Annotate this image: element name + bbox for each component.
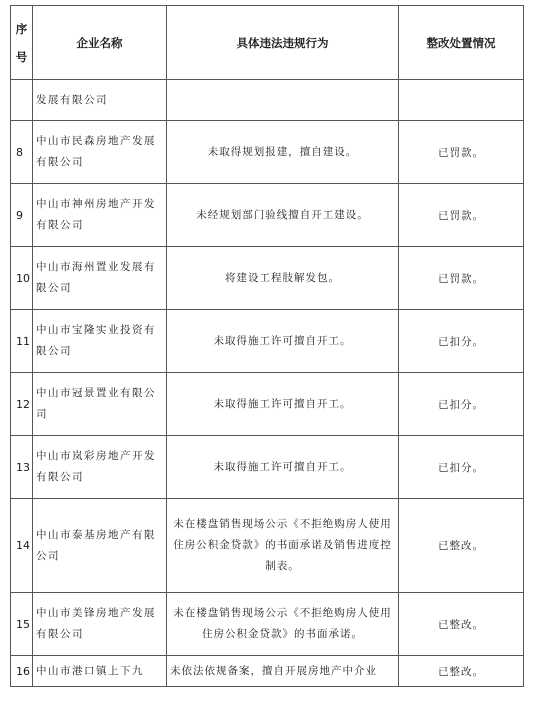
- company-name: 中山市海州置业发展有限公司: [33, 247, 167, 310]
- violation-text: 未取得规划报建，擅自建设。: [167, 121, 399, 184]
- row-number: 11: [11, 310, 33, 373]
- status-text: 已罚款。: [399, 184, 524, 247]
- header-seq: 序号: [11, 6, 33, 80]
- status-text: 已整改。: [399, 656, 524, 687]
- table-row: [11, 436, 524, 499]
- violation-text: 未经规划部门验线擅自开工建设。: [167, 184, 399, 247]
- violation-text: 未依法依规备案，擅自开展房地产中介业: [167, 656, 399, 687]
- status-text: 已罚款。: [399, 121, 524, 184]
- table-row: [11, 80, 524, 121]
- status-text: 已整改。: [399, 499, 524, 593]
- violation-text: 未取得施工许可擅自开工。: [167, 310, 399, 373]
- status-text: 已扣分。: [399, 436, 524, 499]
- violation-text: 未在楼盘销售现场公示《不拒绝购房人使用住房公积金贷款》的书面承诺及销售进度控制表。: [167, 499, 399, 593]
- violations-table-page: [10, 5, 523, 687]
- violation-text: 未取得施工许可擅自开工。: [167, 436, 399, 499]
- company-name: 发展有限公司: [33, 80, 167, 121]
- company-name: 中山市港口镇上下九: [33, 656, 167, 687]
- violation-text: [167, 80, 399, 121]
- table-row: [11, 247, 524, 310]
- company-name: 中山市美锋房地产发展有限公司: [33, 593, 167, 656]
- row-number: [11, 80, 33, 121]
- table-row: [11, 499, 524, 593]
- company-name: 中山市民森房地产发展有限公司: [33, 121, 167, 184]
- table-row: [11, 593, 524, 656]
- company-name: 中山市岚彩房地产开发有限公司: [33, 436, 167, 499]
- row-number: 14: [11, 499, 33, 593]
- table-row: [11, 373, 524, 436]
- violation-text: 将建设工程肢解发包。: [167, 247, 399, 310]
- company-name: 中山市神州房地产开发有限公司: [33, 184, 167, 247]
- header-status: 整改处置情况: [399, 6, 524, 80]
- company-name: 中山市宝隆实业投资有限公司: [33, 310, 167, 373]
- status-text: 已扣分。: [399, 373, 524, 436]
- status-text: 已扣分。: [399, 310, 524, 373]
- row-number: 12: [11, 373, 33, 436]
- table-row: [11, 310, 524, 373]
- row-number: 10: [11, 247, 33, 310]
- table-row: [11, 656, 524, 687]
- company-name: 中山市冠景置业有限公司: [33, 373, 167, 436]
- violation-text: 未取得施工许可擅自开工。: [167, 373, 399, 436]
- row-number: 16: [11, 656, 33, 687]
- row-number: 15: [11, 593, 33, 656]
- header-row: [11, 6, 524, 80]
- company-name: 中山市泰基房地产有限公司: [33, 499, 167, 593]
- violations-table: [10, 5, 524, 687]
- status-text: 已整改。: [399, 593, 524, 656]
- header-violation: 具体违法违规行为: [167, 6, 399, 80]
- status-text: [399, 80, 524, 121]
- row-number: 13: [11, 436, 33, 499]
- header-company: 企业名称: [33, 6, 167, 80]
- status-text: 已罚款。: [399, 247, 524, 310]
- table-row: [11, 121, 524, 184]
- row-number: 8: [11, 121, 33, 184]
- table-row: [11, 184, 524, 247]
- row-number: 9: [11, 184, 33, 247]
- violation-text: 未在楼盘销售现场公示《不拒绝购房人使用住房公积金贷款》的书面承诺。: [167, 593, 399, 656]
